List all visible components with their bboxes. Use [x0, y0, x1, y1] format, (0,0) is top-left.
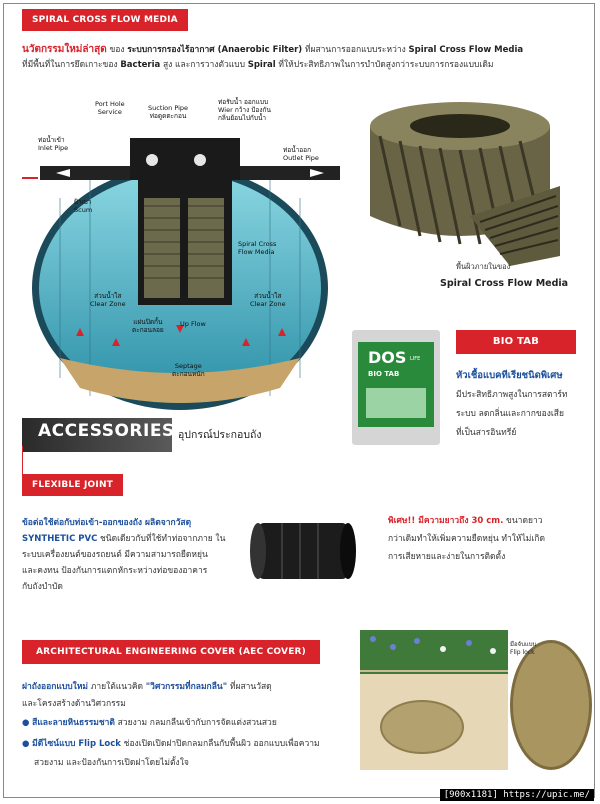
flex-right-line-1: พิเศษ!! มีความยาวถึง 30 cm. ขนาดยาว: [388, 516, 543, 526]
biotab-package: [352, 330, 440, 445]
flex-line-1: ข้อต่อใช้ต่อกับท่อเข้า-ออกของถัง ผลิตจากวัสดุ: [22, 518, 192, 528]
divider: [22, 446, 23, 476]
label-spiral: Spiral Cross Flow Media: [238, 240, 277, 256]
intro-line-2: ที่มีพื้นที่ในการยึดเกาะของ Bacteria สูง และการวางตัวแบบ Spiral ที่ให้ประสิทธิภาพในการบำบัดสูงกว่าระบบการกรองแบบเดิม: [22, 60, 494, 70]
flex-line-2: SYNTHETIC PVC ชนิดเดียวกับที่ใช้ทำท่อจากภาย ใน: [22, 534, 226, 544]
flex-line-3: ระบบเครื่องยนต์ของรถยนต์ มีความสามารถยืดหยุ่น: [22, 550, 208, 560]
label-clear-left: ส่วนน้ำใส Clear Zone: [90, 292, 126, 308]
aec-cover-closeup: [510, 640, 592, 770]
flex-line-5: กับถังบำบัด: [22, 582, 63, 592]
garden-photo: [360, 630, 508, 770]
flex-right-line-2: กว่าเดิมทำให้เพิ่มความยืดหยุ่น ทำให้ไม่เกิด: [388, 534, 545, 544]
label-upflow: Up Flow: [180, 320, 206, 328]
flex-right-line-3: การเสียหายและง่ายในการติดตั้ง: [388, 552, 506, 562]
watermark: [900x1181] https://upic.me/: [440, 789, 594, 801]
aec-bullet-1: ● สีและลายหินธรรมชาติ สวยงาม กลมกลืนเข้ากับการจัดแต่งสวนสวย: [22, 718, 277, 728]
aec-line-2: และโครงสร้างด้านวิศวกรรม: [22, 699, 126, 709]
biotab-brand-sub: LIFE: [410, 356, 421, 362]
accessories-subtitle: อุปกรณ์ประกอบถัง: [178, 429, 262, 441]
label-inlet: ท่อน้ำเข้า Inlet Pipe: [38, 136, 69, 152]
biotab-line-2: ระบบ ลดกลิ่นและกากของเสีย: [456, 409, 564, 419]
label-suction: Suction Pipe ท่อดูดตะกอน: [148, 104, 189, 120]
biotab-pack-name: BIO TAB: [368, 370, 400, 378]
label-porthole: Port Hole Service: [95, 100, 125, 116]
aec-tag: ARCHITECTURAL ENGINEERING COVER (AEC COVER): [22, 640, 320, 664]
label-clear-right: ส่วนน้ำใส Clear Zone: [250, 292, 286, 308]
intro-line-1: นวัตกรรมใหม่ล่าสุด ของ ระบบการกรองไร้อากาศ (Anaerobic Filter) ที่ผสานการออกแบบระหว่าง Spiral Cross Flow Media: [22, 44, 524, 55]
media-caption-th: พื้นผิวภายในของ: [456, 262, 511, 271]
label-outlet: ท่อน้ำออก Outlet Pipe: [283, 146, 319, 162]
biotab-brand: DOS: [368, 348, 407, 367]
biotab-head: หัวเชื้อแบคทีเรียชนิดพิเศษ: [456, 370, 563, 381]
flexible-joint-image: [248, 515, 358, 587]
label-septage: Septage ตะกอนหนัก: [172, 362, 205, 378]
aec-bullet-2-cont: สวยงาม และป้องกันการเปิดฝาโดยไม่ตั้งใจ: [34, 758, 189, 768]
aec-bullet-2: ● มีดีไซน์แบบ Flip Lock ช่องเปิดเปิดฝาปิดกลมกลืนกับพื้นผิว ออกแบบเพื่อความ: [22, 739, 320, 749]
spiral-media-image: [360, 96, 560, 266]
biotab-line-3: ที่เป็นสารอินทรีย์: [456, 428, 517, 438]
flex-tag: FLEXIBLE JOINT: [22, 474, 123, 496]
biotab-line-1: มีประสิทธิภาพสูงในการสตาร์ท: [456, 390, 568, 400]
label-wier: ท่อรับน้ำ ออกแบบ Wier กว้าง ป้องกัน กลิ่นย้อนไปกับน้ำ: [218, 98, 271, 122]
media-caption-en: Spiral Cross Flow Media: [440, 278, 569, 289]
fliplock-label: มือจับแบบ Flip lock: [510, 641, 537, 656]
label-scum: ฝ้าเบา Scum: [74, 198, 93, 214]
aec-line-1: ฝาถังออกแบบใหม่ ภายใต้แนวคิด "วิศวกรรมที่กลมกลืน" ที่ผสานวัสดุ: [22, 682, 272, 692]
flex-line-4: และคงทน ป้องกันการแตกหักระหว่างท่อของอาคาร: [22, 566, 208, 576]
header-tag: SPIRAL CROSS FLOW MEDIA: [22, 9, 188, 31]
accessories-title: ACCESSORIES: [38, 421, 175, 441]
biotab-tag: BIO TAB: [456, 330, 576, 354]
label-plate: แผ่นปิดกั้น ตะกอนลอย: [132, 318, 164, 334]
